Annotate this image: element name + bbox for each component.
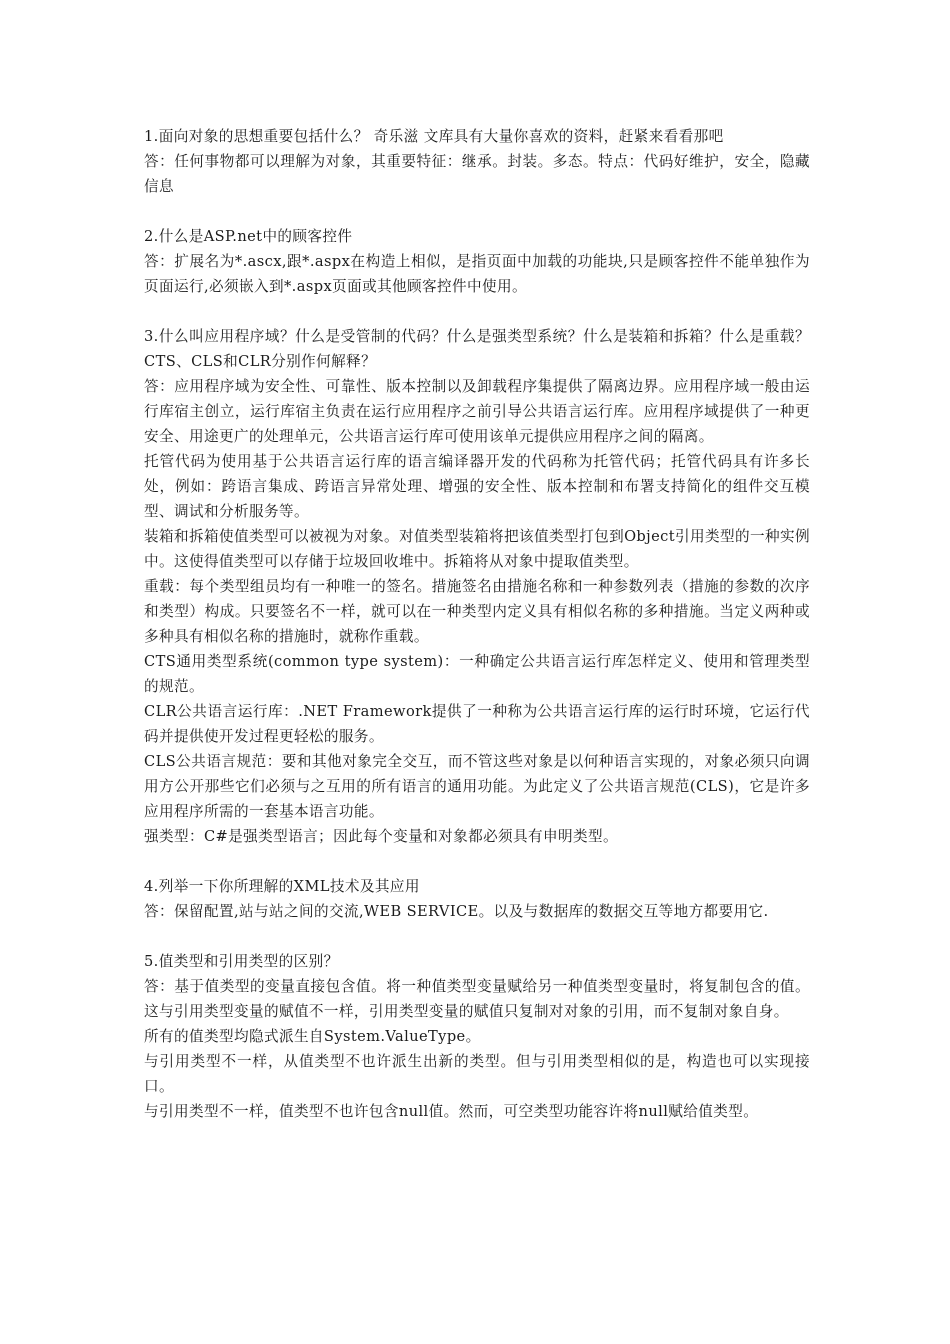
- answer-3-app-domain: 答：应用程序域为安全性、可靠性、版本控制以及卸载程序集提供了隔离边界。应用程序域一般由运行库宿主创立，运行库宿主负责在运行应用程序之前引导公共语言运行库。应用程序域提供了一种更安全、用途更广的处理单元，公共语言运行库可使用该单元提供应用程序之间的隔离。: [144, 378, 810, 445]
- qa-section-2: [144, 224, 810, 299]
- answer-3-clr: CLR公共语言运行库：.NET Framework提供了一种称为公共语言运行库的运行时环境，它运行代码并提供使开发过程更轻松的服务。: [144, 703, 810, 745]
- question-1: 1.面向对象的思想重要包括什么？ 奇乐滋 文库具有大量你喜欢的资料，赶紧来看看那吧: [144, 128, 724, 145]
- qa-section-1: [144, 124, 810, 199]
- answer-5-derive: 与引用类型不一样，从值类型不也许派生出新的类型。但与引用类型相似的是，构造也可以实现接口。: [144, 1053, 810, 1095]
- answer-3-cls: CLS公共语言规范：要和其他对象完全交互，而不管这些对象是以何种语言实现的，对象必须只向调用方公开那些它们必须与之互用的所有语言的通用功能。为此定义了公共语言规范(CLS)，它是许多应用程序所需的一套基本语言功能。: [144, 753, 810, 820]
- answer-3-boxing: 装箱和拆箱使值类型可以被视为对象。对值类型装箱将把该值类型打包到Object引用类型的一种实例中。这使得值类型可以存储于垃圾回收堆中。拆箱将从对象中提取值类型。: [144, 528, 810, 570]
- answer-4: 答：保留配置,站与站之间的交流,WEB SERVICE。以及与数据库的数据交互等地方都要用它.: [144, 903, 769, 920]
- question-4: 4.列举一下你所理解的XML技术及其应用: [144, 878, 420, 895]
- qa-section-4: [144, 874, 810, 924]
- answer-5: 答：基于值类型的变量直接包含值。将一种值类型变量赋给另一种值类型变量时，将复制包含的值。这与引用类型变量的赋值不一样，引用类型变量的赋值只复制对对象的引用，而不复制对象自身。: [144, 978, 810, 1020]
- answer-5-valuetype: 所有的值类型均隐式派生自System.ValueType。: [144, 1028, 481, 1045]
- answer-3-cts: CTS通用类型系统(common type system)：一种确定公共语言运行库怎样定义、使用和管理类型的规范。: [144, 653, 810, 695]
- question-3: 3.什么叫应用程序域？什么是受管制的代码？什么是强类型系统？什么是装箱和拆箱？什么是重载？CTS、CLS和CLR分别作何解释？: [144, 328, 810, 370]
- document-page: [144, 124, 810, 1149]
- answer-2: 答：扩展名为*.ascx,跟*.aspx在构造上相似，是指页面中加载的功能块,只是顾客控件不能单独作为页面运行,必须嵌入到*.aspx页面或其他顾客控件中使用。: [144, 253, 810, 295]
- question-5: 5.值类型和引用类型的区别？: [144, 953, 339, 970]
- answer-3-strong-type: 强类型：C#是强类型语言；因此每个变量和对象都必须具有申明类型。: [144, 828, 619, 845]
- answer-1: 答：任何事物都可以理解为对象，其重要特征：继承。封装。多态。特点：代码好维护，安全，隐藏信息: [144, 153, 810, 195]
- answer-5-null: 与引用类型不一样，值类型不也许包含null值。然而，可空类型功能容许将null赋给值类型。: [144, 1103, 759, 1120]
- answer-3-overload: 重载：每个类型组员均有一种唯一的签名。措施签名由措施名称和一种参数列表（措施的参数的次序和类型）构成。只要签名不一样，就可以在一种类型内定义具有相似名称的多种措施。当定义两种或多种具有相似名称的措施时，就称作重载。: [144, 578, 810, 645]
- qa-section-5: [144, 949, 810, 1124]
- qa-section-3: [144, 324, 810, 849]
- answer-3-managed-code: 托管代码为使用基于公共语言运行库的语言编译器开发的代码称为托管代码；托管代码具有许多长处，例如：跨语言集成、跨语言异常处理、增强的安全性、版本控制和布署支持简化的组件交互模型、调试和分析服务等。: [144, 453, 810, 520]
- question-2: 2.什么是ASP.net中的顾客控件: [144, 228, 353, 245]
